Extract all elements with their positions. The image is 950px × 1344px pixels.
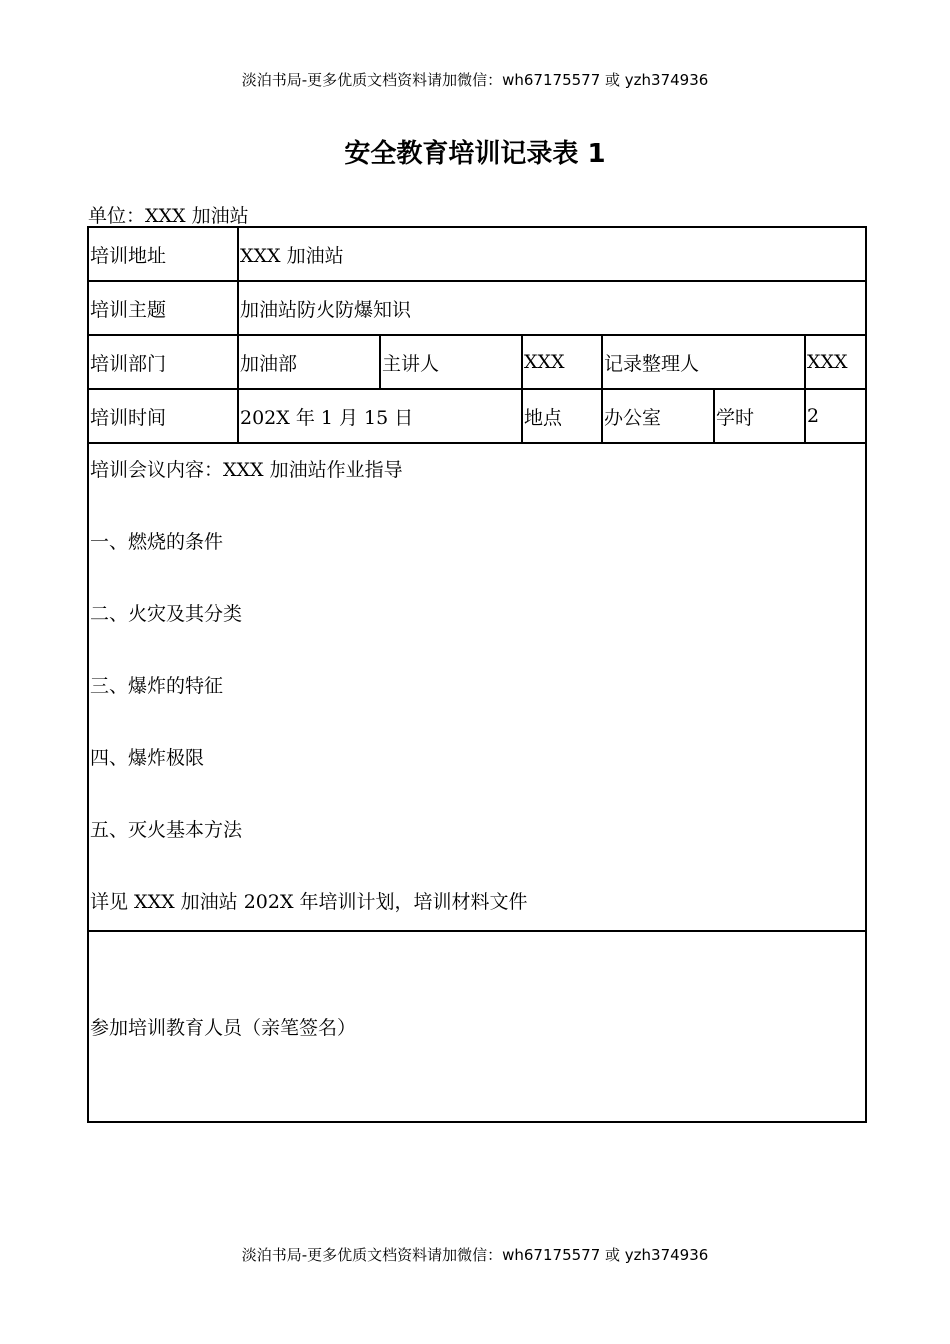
recorder-label: 记录整理人 [602, 335, 805, 389]
content-item: 二、火灾及其分类 [90, 603, 243, 625]
content-item: 三、爆炸的特征 [90, 675, 224, 697]
content-item: 一、燃烧的条件 [90, 531, 224, 553]
topic-label: 培训主题 [88, 281, 238, 335]
recorder-value: XXX [805, 335, 866, 389]
row-topic [88, 281, 866, 335]
speaker-value: XXX [522, 335, 602, 389]
training-record-table [87, 226, 867, 1123]
topic-value: 加油站防火防爆知识 [238, 281, 866, 335]
address-label: 培训地址 [88, 227, 238, 281]
row-signature [88, 931, 866, 1122]
signature-cell: 参加培训教育人员（亲笔签名） [88, 931, 866, 1122]
address-value: XXX 加油站 [238, 227, 866, 281]
unit-label: 单位：XXX 加油站 [88, 205, 249, 227]
footer-watermark-note: 淡泊书局-更多优质文档资料请加微信：wh67175577 或 yzh374936 [241, 1246, 709, 1264]
dept-value: 加油部 [238, 335, 380, 389]
time-label: 培训时间 [88, 389, 238, 443]
content-cell [88, 443, 866, 931]
time-value: 202X 年 1 月 15 日 [238, 389, 522, 443]
row-time [88, 389, 866, 443]
content-note: 详见 XXX 加油站 202X 年培训计划，培训材料文件 [90, 891, 528, 913]
place-label: 地点 [522, 389, 602, 443]
dept-label: 培训部门 [88, 335, 238, 389]
content-item: 五、灭火基本方法 [90, 819, 243, 841]
hours-label: 学时 [714, 389, 805, 443]
hours-value: 2 [805, 389, 866, 443]
row-address [88, 227, 866, 281]
header-watermark-note: 淡泊书局-更多优质文档资料请加微信：wh67175577 或 yzh374936 [241, 71, 709, 89]
place-value: 办公室 [602, 389, 714, 443]
content-item: 四、爆炸极限 [90, 747, 205, 769]
speaker-label: 主讲人 [380, 335, 522, 389]
content-heading: 培训会议内容：XXX 加油站作业指导 [90, 459, 403, 481]
row-department [88, 335, 866, 389]
row-content [88, 443, 866, 931]
page-title: 安全教育培训记录表 1 [344, 139, 606, 169]
